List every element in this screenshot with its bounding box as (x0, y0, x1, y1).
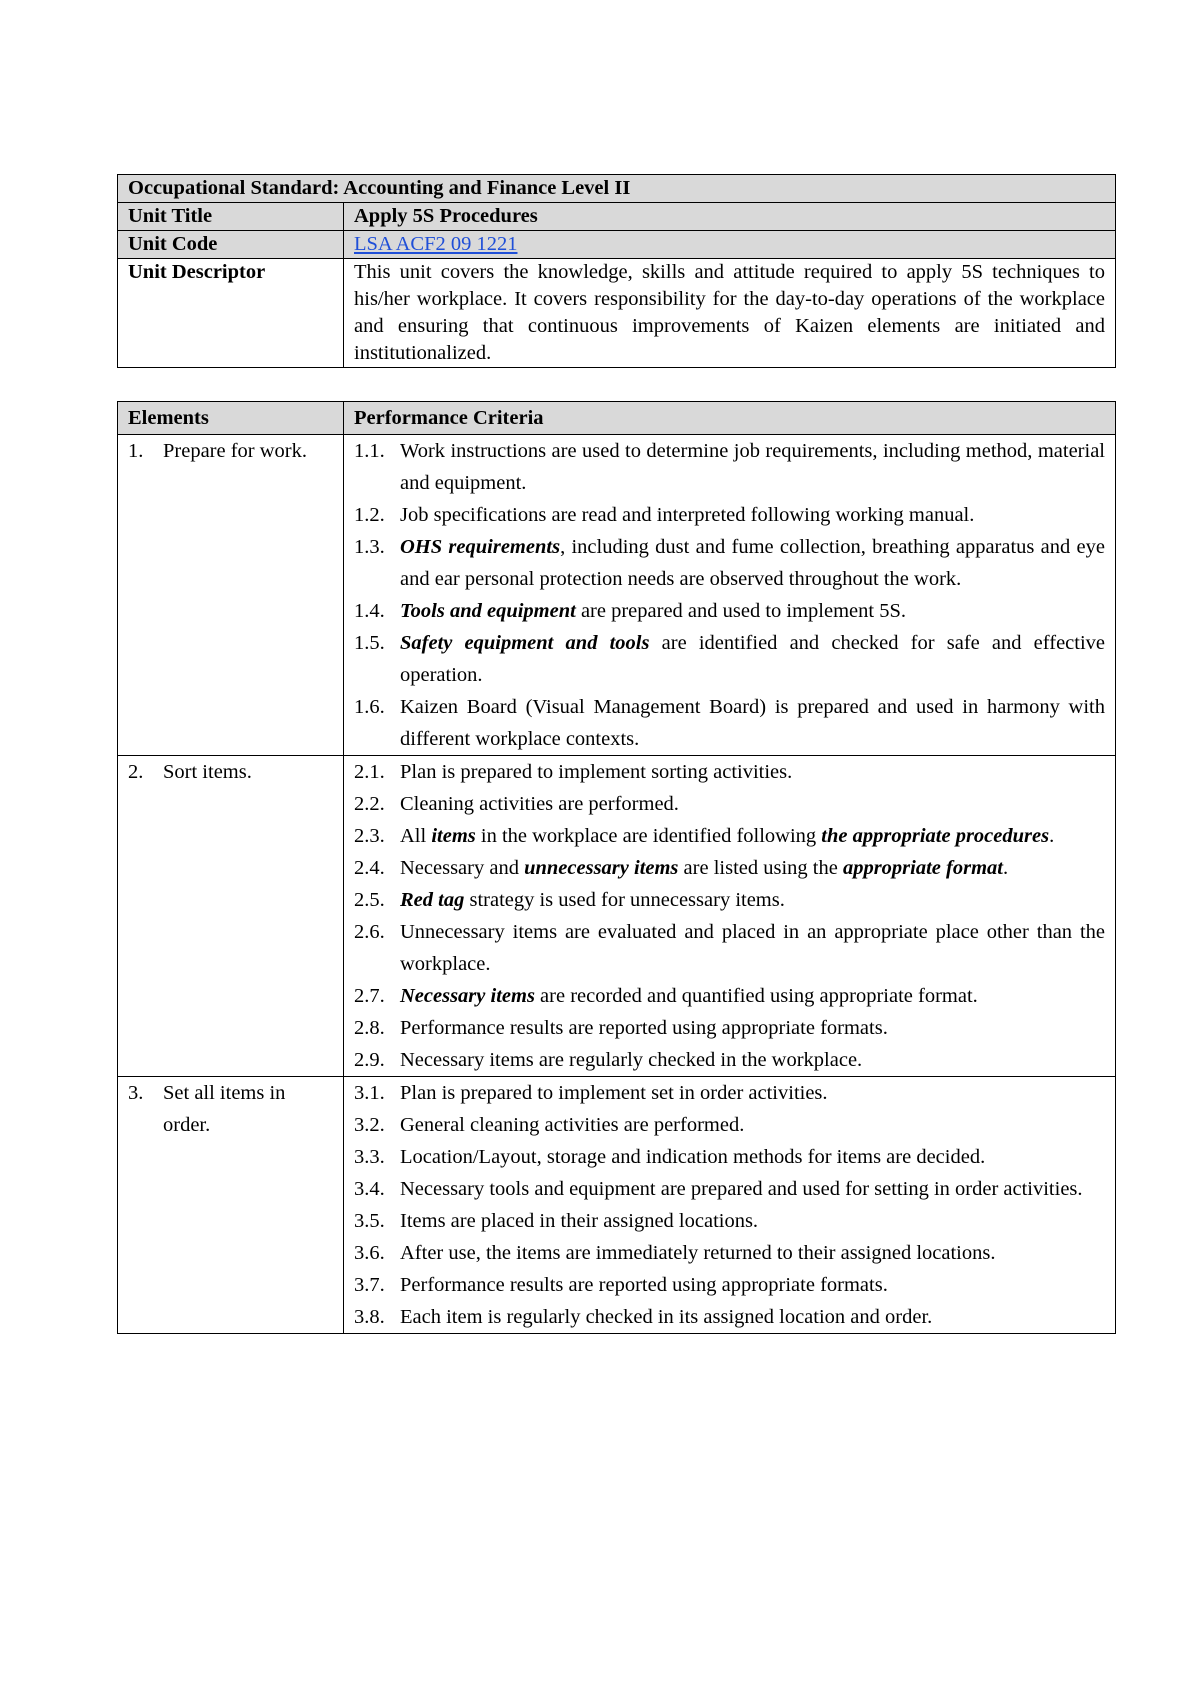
criterion-text-part: are identified and checked for safe and effective operation. (400, 632, 1106, 686)
criterion-number: 3.2. (354, 1114, 385, 1136)
criterion-item (354, 820, 1105, 852)
criterion-item (354, 499, 1105, 531)
criterion-text-part: , including dust and fume collection, breathing apparatus and eye and ear personal protection needs are observed throughout the work. (400, 536, 1105, 590)
criterion-text-part: Plan is prepared to implement set in order activities. (400, 1082, 828, 1104)
criterion-text-part: Cleaning activities are performed. (400, 793, 679, 815)
standard-row (118, 175, 1116, 203)
unit-descriptor-text: This unit covers the knowledge, skills and attitude required to apply 5S techniques to his/her workplace. It covers responsibility for the day-to-day operations of the workplace and ensuring that continuous improvements of Kaizen elements are initiated and institutionalized. (344, 259, 1116, 368)
criterion-item (354, 852, 1105, 884)
criterion-item (354, 1012, 1105, 1044)
criterion-text (400, 531, 1105, 595)
criterion-emphasis: appropriate format (842, 857, 1003, 879)
criterion-text-part: Work instructions are used to determine job requirements, including method, material and equipment. (400, 440, 1105, 494)
unit-title-row (118, 203, 1116, 231)
criterion-emphasis: Necessary items (400, 985, 535, 1007)
element-title: Prepare for work. (163, 440, 308, 462)
criterion-text-part: . (1002, 857, 1009, 879)
criterion-text-part: Unnecessary items are evaluated and placed in an appropriate place other than the workplace. (400, 921, 1105, 975)
criterion-number: 3.7. (354, 1274, 385, 1296)
element-number: 3. (128, 1082, 144, 1104)
elements-header: Elements (118, 402, 344, 435)
criterion-text-part: Necessary and (400, 857, 525, 879)
element-title: Set all items in order. (163, 1082, 286, 1136)
criterion-text (400, 1109, 1105, 1141)
element-cell (118, 756, 344, 1077)
criterion-number: 1.4. (354, 600, 385, 622)
element-number: 2. (128, 761, 144, 783)
criterion-text-part: Job specifications are read and interpreted following working manual. (400, 504, 975, 526)
criterion-item (354, 980, 1105, 1012)
criterion-text (400, 852, 1105, 884)
criterion-number: 2.9. (354, 1049, 385, 1071)
criterion-text-part: Each item is regularly checked in its assigned location and order. (400, 1306, 933, 1328)
criterion-text (400, 1044, 1105, 1076)
criteria-cell (344, 756, 1116, 1077)
criterion-number: 3.4. (354, 1178, 385, 1200)
criterion-number: 2.3. (354, 825, 385, 847)
performance-criteria-header: Performance Criteria (344, 402, 1116, 435)
criterion-text-part: are recorded and quantified using appropriate format. (534, 985, 978, 1007)
criterion-number: 2.6. (354, 921, 385, 943)
criterion-number: 3.3. (354, 1146, 385, 1168)
criterion-text (400, 499, 1105, 531)
criterion-text-part: strategy is used for unnecessary items. (464, 889, 785, 911)
element-item (128, 756, 333, 788)
criterion-number: 2.2. (354, 793, 385, 815)
criterion-item (354, 884, 1105, 916)
criterion-text-part: in the workplace are identified following (475, 825, 822, 847)
criterion-item (354, 1173, 1105, 1205)
criterion-text-part: are prepared and used to implement 5S. (575, 600, 906, 622)
criterion-text (400, 1237, 1105, 1269)
criterion-item (354, 756, 1105, 788)
criterion-item (354, 1301, 1105, 1333)
element-cell (118, 435, 344, 756)
occupational-standard-title: Occupational Standard: Accounting and Finance Level II (118, 175, 1116, 203)
criterion-item (354, 1077, 1105, 1109)
element-number: 1. (128, 440, 144, 462)
criterion-text-part: After use, the items are immediately returned to their assigned locations. (400, 1242, 996, 1264)
criterion-item (354, 1109, 1105, 1141)
criterion-item (354, 435, 1105, 499)
criterion-text (400, 1012, 1105, 1044)
criterion-item (354, 916, 1105, 980)
criterion-text (400, 1141, 1105, 1173)
unit-code-row (118, 231, 1116, 259)
criterion-item (354, 788, 1105, 820)
criterion-emphasis: items (431, 825, 476, 847)
criterion-text (400, 627, 1105, 691)
criterion-emphasis: unnecessary items (524, 857, 679, 879)
criterion-number: 2.8. (354, 1017, 385, 1039)
criterion-item (354, 531, 1105, 595)
criterion-text-part: Plan is prepared to implement sorting activities. (400, 761, 793, 783)
criteria-body (118, 435, 1116, 1334)
criterion-number: 1.5. (354, 632, 385, 654)
criterion-text (400, 691, 1105, 755)
criterion-emphasis: Red tag (400, 889, 465, 911)
criterion-number: 1.2. (354, 504, 385, 526)
criterion-item (354, 1205, 1105, 1237)
criterion-number: 3.1. (354, 1082, 385, 1104)
element-row (118, 756, 1116, 1077)
criterion-emphasis: the appropriate procedures (821, 825, 1050, 847)
criterion-item (354, 1044, 1105, 1076)
criterion-text-part: General cleaning activities are performed. (400, 1114, 745, 1136)
criterion-item (354, 691, 1105, 755)
criterion-text-part: are listed using the (678, 857, 843, 879)
element-row (118, 1077, 1116, 1334)
unit-title-value: Apply 5S Procedures (344, 203, 1116, 231)
criterion-text (400, 435, 1105, 499)
criterion-text (400, 820, 1105, 852)
element-item (128, 435, 333, 467)
criterion-item (354, 1269, 1105, 1301)
criterion-number: 2.7. (354, 985, 385, 1007)
unit-descriptor-row (118, 259, 1116, 368)
criterion-item (354, 595, 1105, 627)
criteria-cell (344, 1077, 1116, 1334)
criterion-text-part: Necessary items are regularly checked in the workplace. (400, 1049, 863, 1071)
criterion-item (354, 1237, 1105, 1269)
criterion-text (400, 916, 1105, 980)
performance-criteria-table (117, 401, 1116, 1334)
unit-code-cell (344, 231, 1116, 259)
criterion-text (400, 1173, 1105, 1205)
element-title: Sort items. (163, 761, 252, 783)
unit-descriptor-label: Unit Descriptor (118, 259, 344, 368)
criteria-header-row (118, 402, 1116, 435)
criterion-text-part: Performance results are reported using appropriate formats. (400, 1017, 888, 1039)
criterion-number: 1.1. (354, 440, 385, 462)
element-cell (118, 1077, 344, 1334)
unit-code-link[interactable]: LSA ACF2 09 1221 (354, 233, 518, 255)
criterion-text-part: All (400, 825, 432, 847)
criterion-number: 1.3. (354, 536, 385, 558)
criterion-item (354, 627, 1105, 691)
criterion-text (400, 1269, 1105, 1301)
criterion-text (400, 884, 1105, 916)
criterion-number: 2.1. (354, 761, 385, 783)
criterion-emphasis: Tools and equipment (400, 600, 576, 622)
element-row (118, 435, 1116, 756)
criterion-text-part: Items are placed in their assigned locations. (400, 1210, 759, 1232)
unit-title-label: Unit Title (118, 203, 344, 231)
criterion-text-part: . (1049, 825, 1055, 847)
criteria-cell (344, 435, 1116, 756)
criterion-text-part: Kaizen Board (Visual Management Board) is prepared and used in harmony with different workplace contexts. (400, 696, 1105, 750)
criterion-text (400, 788, 1105, 820)
unit-info-table (117, 174, 1116, 368)
unit-code-label: Unit Code (118, 231, 344, 259)
criterion-number: 3.6. (354, 1242, 385, 1264)
criterion-item (354, 1141, 1105, 1173)
criterion-number: 2.4. (354, 857, 385, 879)
criterion-text (400, 980, 1105, 1012)
criterion-number: 3.8. (354, 1306, 385, 1328)
criterion-text (400, 1205, 1105, 1237)
criterion-number: 3.5. (354, 1210, 385, 1232)
criterion-emphasis: OHS requirements (400, 536, 561, 558)
element-item (128, 1077, 333, 1141)
criterion-text (400, 756, 1105, 788)
criterion-text-part: Location/Layout, storage and indication methods for items are decided. (400, 1146, 986, 1168)
criterion-text-part: Performance results are reported using appropriate formats. (400, 1274, 888, 1296)
criterion-text (400, 595, 1105, 627)
criterion-text (400, 1077, 1105, 1109)
criterion-emphasis: Safety equipment and tools (400, 632, 650, 654)
criterion-number: 1.6. (354, 696, 385, 718)
criterion-number: 2.5. (354, 889, 385, 911)
criterion-text-part: Necessary tools and equipment are prepared and used for setting in order activities. (400, 1178, 1083, 1200)
criterion-text (400, 1301, 1105, 1333)
